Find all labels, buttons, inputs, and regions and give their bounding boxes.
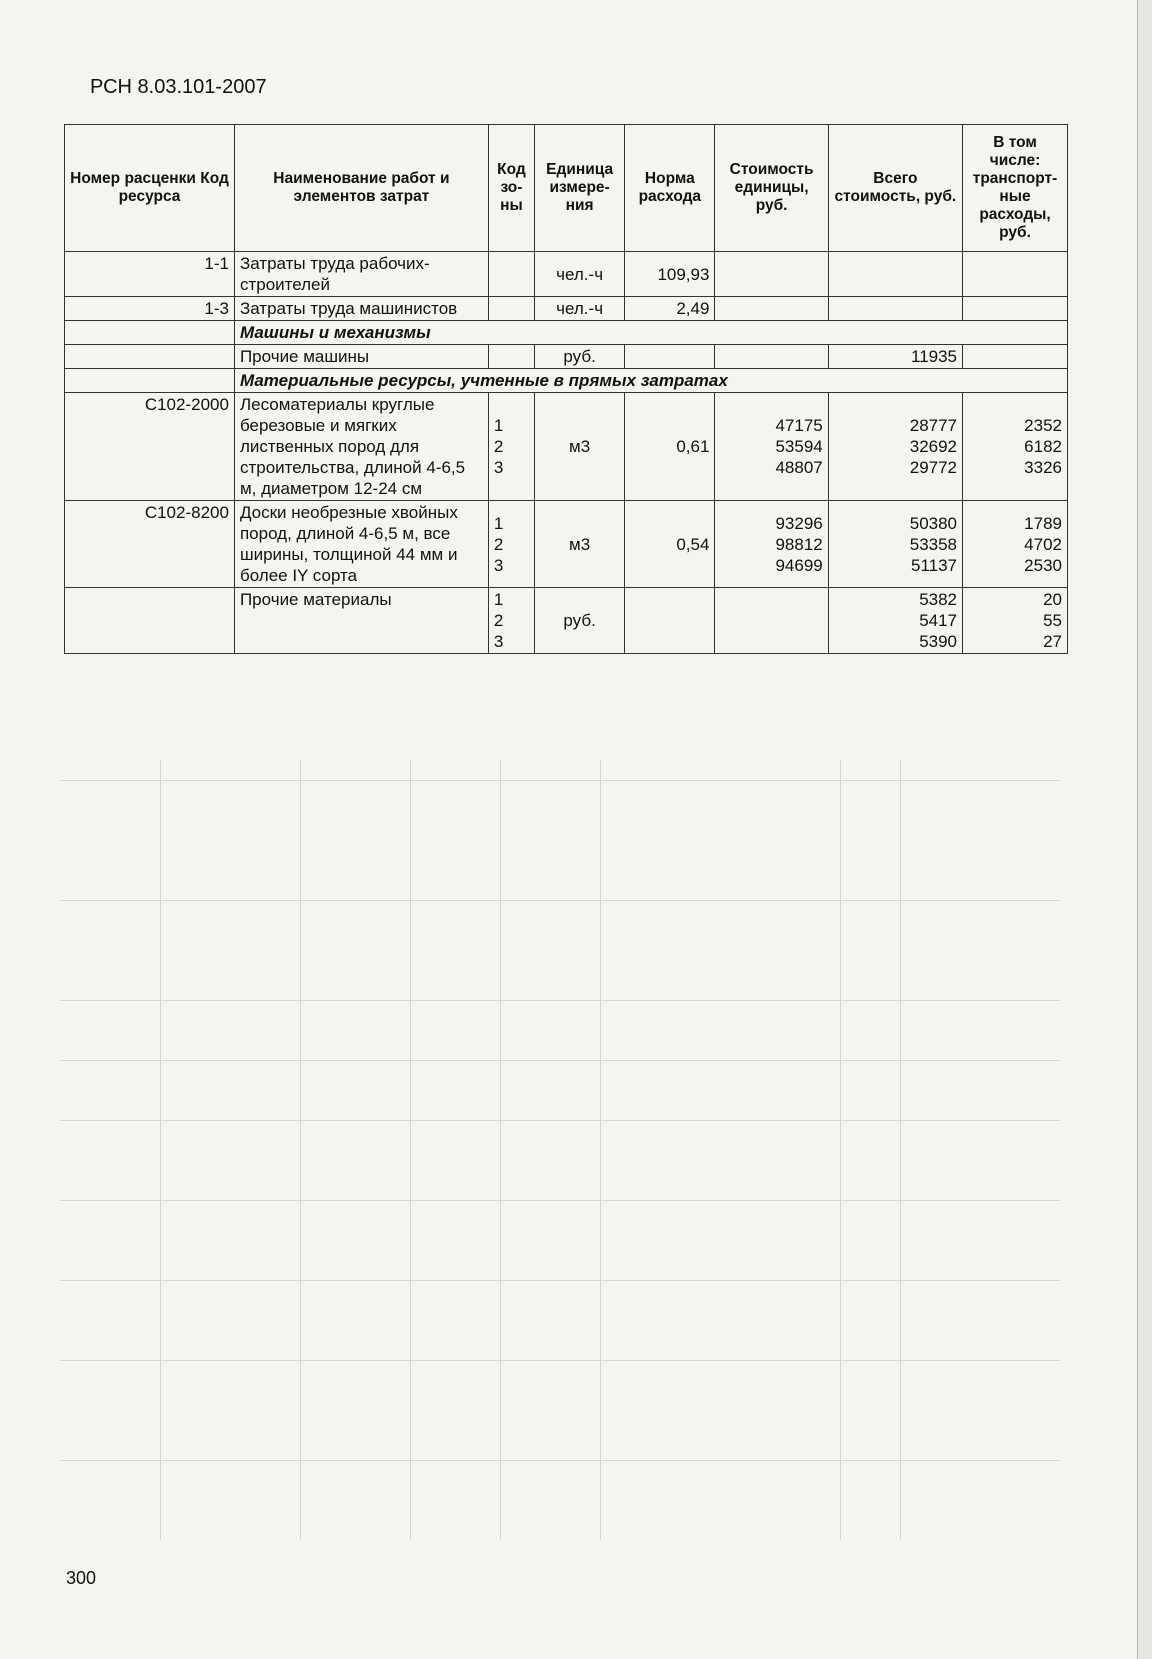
table-row [65,297,1068,321]
col-header-norm: Норма расхода [625,125,715,252]
table-row [65,252,1068,297]
resource-code: 1-1 [65,252,235,297]
total-cost: 11935 [828,345,962,369]
resource-name: Доски необрезные хвойных пород, длиной 4-6,5 м, все ширины, толщиной 44 мм и более IY сорта [234,501,488,588]
resource-name: Затраты труда машинистов [234,297,488,321]
zone-codes: 1 2 3 [488,501,534,588]
col-header-unit: Единица измере- ния [535,125,625,252]
unit: м3 [535,393,625,501]
resource-name: Затраты труда рабочих-строителей [234,252,488,297]
resource-norms-table [64,124,1068,654]
table-row [65,393,1068,501]
unit: руб. [535,345,625,369]
norm: 109,93 [625,252,715,297]
total-cost: 5382 5417 5390 [828,588,962,654]
zone-codes: 1 2 3 [488,393,534,501]
resource-code: С102-2000 [65,393,235,501]
transport-cost: 20 55 27 [963,588,1068,654]
norm: 0,61 [625,393,715,501]
table-row [65,345,1068,369]
col-header-transport: В том числе: транспорт- ные расходы, руб. [963,125,1068,252]
total-cost: 28777 32692 29772 [828,393,962,501]
page-number: 300 [66,1568,97,1588]
reverse-page-bleed-through [60,760,1060,1540]
resource-code: С102-8200 [65,501,235,588]
page-edge [1137,0,1152,1659]
col-header-unit-cost: Стоимость единицы, руб. [715,125,828,252]
resource-name: Прочие машины [234,345,488,369]
unit: чел.-ч [535,252,625,297]
unit-cost: 47175 53594 48807 [715,393,828,501]
col-header-total: Всего стоимость, руб. [828,125,962,252]
section-row [65,321,1068,345]
unit: чел.-ч [535,297,625,321]
resource-code: 1-3 [65,297,235,321]
resource-name: Прочие материалы [234,588,488,654]
transport-cost: 2352 6182 3326 [963,393,1068,501]
col-header-name: Наименование работ и элементов затрат [234,125,488,252]
section-title: Материальные ресурсы, учтенные в прямых затратах [234,369,1067,393]
section-title: Машины и механизмы [234,321,1067,345]
unit: м3 [535,501,625,588]
norm: 2,49 [625,297,715,321]
transport-cost: 1789 4702 2530 [963,501,1068,588]
document-code: РСН 8.03.101-2007 [90,76,267,98]
table-row [65,501,1068,588]
section-row [65,369,1068,393]
col-header-code: Номер расценки Код ресурса [65,125,235,252]
col-header-zone: Код зо- ны [488,125,534,252]
unit: руб. [535,588,625,654]
total-cost: 50380 53358 51137 [828,501,962,588]
resource-name: Лесоматериалы круглые березовые и мягких лиственных пород для строительства, длиной 4-6,5 м, диаметром 12-24 см [234,393,488,501]
unit-cost: 93296 98812 94699 [715,501,828,588]
table-header-row [65,125,1068,252]
zone-codes: 1 2 3 [488,588,534,654]
norm: 0,54 [625,501,715,588]
table-row [65,588,1068,654]
